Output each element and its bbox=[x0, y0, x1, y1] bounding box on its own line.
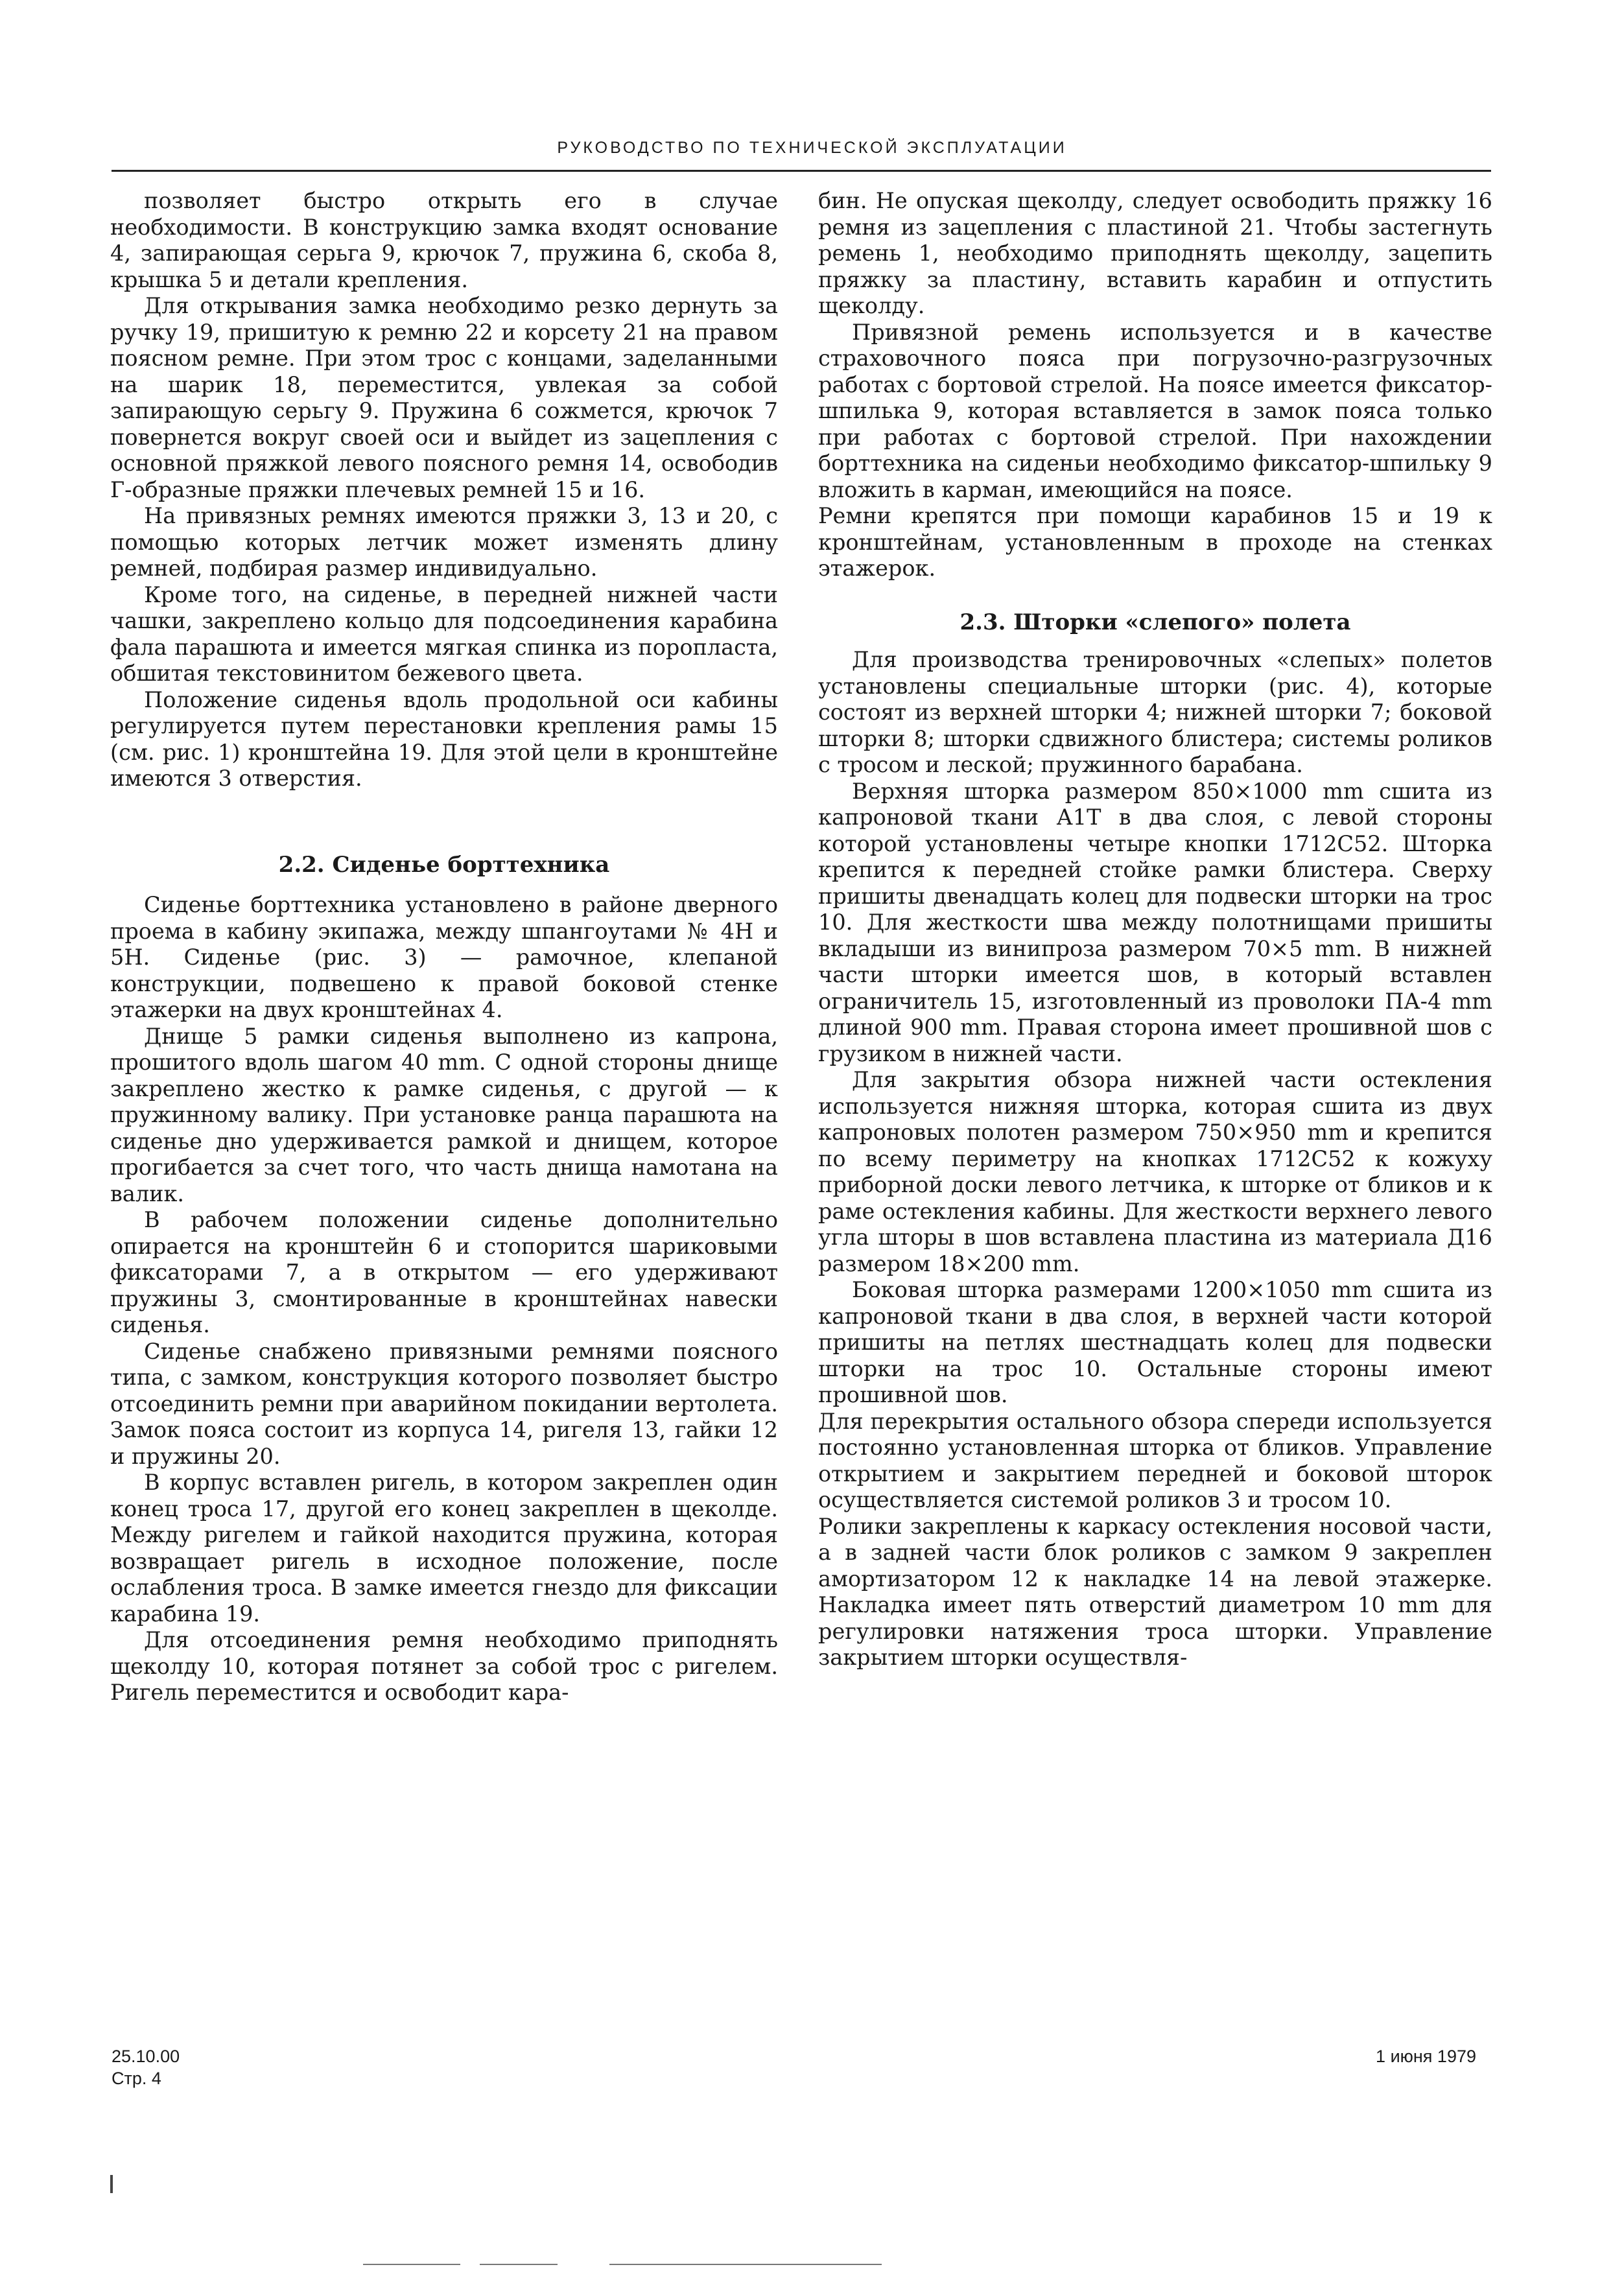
paragraph: позволяет быстро открыть его в случае необходимости. В конструкцию замка входят основание 4, запирающая серьга 9, крючок 7, пружина 6, скоба 8, крышка 5 и детали крепления. bbox=[110, 188, 778, 292]
paragraph: Положение сиденья вдоль продольной оси кабины регулируется путем перестановки крепления рамы 15 (см. рис. 1) кронштейна 19. Для этой цели в кронштейне имеются 3 отверстия. bbox=[110, 687, 778, 791]
paragraph: В рабочем положении сиденье дополнительно опирается на кронштейн 6 и стопорится шариковыми фиксаторами 7, а в открытом — его удерживают пружины 3, смонтированные в кронштейнах навески сиденья. bbox=[110, 1207, 778, 1337]
paragraph: В корпус вставлен ригель, в котором закреплен один конец троса 17, другой его конец закреплен в щеколде. Между ригелем и гайкой находится пружина, которая возвращает ригель в исходное положение, после ослабления троса. В замке имеется гнездо для фиксации карабина 19. bbox=[110, 1470, 778, 1627]
paragraph: Сиденье снабжено привязными ремнями поясного типа, с замком, конструкция которого позволяет быстро отсоединить ремни при аварийном покидании вертолета. Замок пояса состоит из корпуса 14, ригеля 13, гайки 12 и пружины 20. bbox=[110, 1338, 778, 1469]
paragraph: Кроме того, на сиденье, в передней нижней части чашки, закреплено кольцо для подсоединения карабина фала парашюта и имеется мягкая спинка из поропласта, обшитая текстовинитом бежевого цвета. bbox=[110, 582, 778, 686]
right-column bbox=[818, 188, 1492, 1671]
paragraph: Боковая шторка размерами 1200×1050 mm сшита из капроновой ткани в два слоя, в верхней части которой пришиты на петлях шестнадцать колец для подвески шторки на трос 10. Остальные стороны имеют прошивной шов. bbox=[818, 1277, 1492, 1407]
paragraph: Ролики закреплены к каркасу остекления носовой части, а в задней части блок роликов с замком 9 закреплен амортизатором 12 к накладке 14 на левой этажерке. Накладка имеет пять отверстий диаметром 10 mm для регулировки натяжения троса шторки. Управление закрытием шторки осуществля- bbox=[818, 1513, 1492, 1670]
paragraph: Для производства тренировочных «слепых» полетов установлены специальные шторки (рис. 4), которые состоят из верхней шторки 4; нижней шторки 7; боковой шторки 8; шторки сдвижного блистера; системы роликов с тросом и леской; пружинного барабана. bbox=[818, 647, 1492, 777]
revision-date: 25.10.00 bbox=[112, 2047, 180, 2066]
paragraph: Сиденье борттехника установлено в районе дверного проема в кабину экипажа, между шпангоутами № 4Н и 5Н. Сиденье (рис. 3) — рамочное, клепаной конструкции, подвешено к правой боковой стенке этажерки на двух кронштейнах 4. bbox=[110, 892, 778, 1022]
paragraph: Днище 5 рамки сиденья выполнено из капрона, прошитого вдоль шагом 40 mm. С одной стороны днище закреплено жестко к рамке сиденья, с другой — к пружинному валику. При установке ранца парашюта на сиденье дно удерживается рамкой и днищем, которое прогибается за счет того, что часть днища намотана на валик. bbox=[110, 1023, 778, 1206]
paragraph: Для перекрытия остального обзора спереди используется постоянно установленная шторка от бликов. Управление открытием и закрытием передней и боковой шторок осуществляется системой роликов 3 и тросом 10. bbox=[818, 1408, 1492, 1512]
left-column bbox=[110, 188, 778, 1706]
paragraph: Ремни крепятся при помощи карабинов 15 и 19 к кронштейнам, установленным в проходе на стенках этажерок. bbox=[818, 503, 1492, 581]
margin-mark bbox=[110, 2175, 113, 2193]
scan-artifact-line bbox=[609, 2264, 882, 2265]
scan-artifact-line bbox=[363, 2264, 460, 2265]
footer-left bbox=[112, 2045, 180, 2089]
paragraph: Привязной ремень используется и в качестве страховочного пояса при погрузочно-разгрузочных работах с бортовой стрелой. На поясе имеется фиксатор-шпилька 9, которая вставляется в замок пояса только при работах с бортовой стрелой. При нахождении борттехника на сиденьи необходимо фиксатор-шпильку 9 вложить в карман, имеющийся на поясе. bbox=[818, 319, 1492, 502]
scan-artifact-line bbox=[480, 2264, 558, 2265]
paragraph: На привязных ремнях имеются пряжки 3, 13 и 20, с помощью которых летчик может изменять длину ремней, подбирая размер индивидуально. bbox=[110, 503, 778, 581]
header-rule bbox=[112, 170, 1491, 172]
footer-right-date: 1 июня 1979 bbox=[1376, 2047, 1476, 2066]
paragraph: Для открывания замка необходимо резко дернуть за ручку 19, пришитую к ремню 22 и корсету 21 на правом поясном ремне. При этом трос с концами, заделанными на шарик 18, переместится, увлекая за собой запирающую серьгу 9. Пружина 6 сожмется, крючок 7 повернется вокруг своей оси и выйдет из зацепления с основной пряжкой левого поясного ремня 14, освободив Г-образные пряжки плечевых ремней 15 и 16. bbox=[110, 293, 778, 502]
paragraph: бин. Не опуская щеколду, следует освободить пряжку 16 ремня из зацепления с пластиной 21. Чтобы застегнуть ремень 1, необходимо приподнять щеколду, зацепить пряжку за пластину, вставить карабин и отпустить щеколду. bbox=[818, 188, 1492, 318]
paragraph: Для отсоединения ремня необходимо приподнять щеколду 10, которая потянет за собой трос с ригелем. Ригель переместится и освободит кара- bbox=[110, 1627, 778, 1705]
paragraph: Для закрытия обзора нижней части остекления используется нижняя шторка, которая сшита из двух капроновых полотен размером 750×950 mm и крепится по всему периметру на кнопках 1712С52 к кожуху приборной доски левого летчика, к шторке от бликов и к раме остекления кабины. Для жесткости верхнего левого угла шторы в шов вставлена пластина из материала Д16 размером 18×200 mm. bbox=[818, 1067, 1492, 1276]
running-header: РУКОВОДСТВО ПО ТЕХНИЧЕСКОЙ ЭКСПЛУАТАЦИИ bbox=[557, 139, 1067, 157]
page-number: Стр. 4 bbox=[112, 2069, 161, 2088]
section-title-2-3: 2.3. Шторки «слепого» полета bbox=[959, 609, 1351, 635]
section-title-2-2: 2.2. Сиденье борттехника bbox=[278, 851, 610, 878]
paragraph: Верхняя шторка размером 850×1000 mm сшита из капроновой ткани А1Т в два слоя, с левой стороны которой установлены четыре кнопки 1712С52. Шторка крепится к передней стойке рамки блистера. Сверху пришиты двенадцать колец для подвески шторки на трос 10. Для жесткости шва между полотнищами пришиты вкладыши из винипроза размером 70×5 mm. В нижней части шторки имеется шов, в который вставлен ограничитель 15, изготовленный из проволоки ПА-4 mm длиной 900 mm. Правая сторона имеет прошивной шов с грузиком в нижней части. bbox=[818, 778, 1492, 1066]
